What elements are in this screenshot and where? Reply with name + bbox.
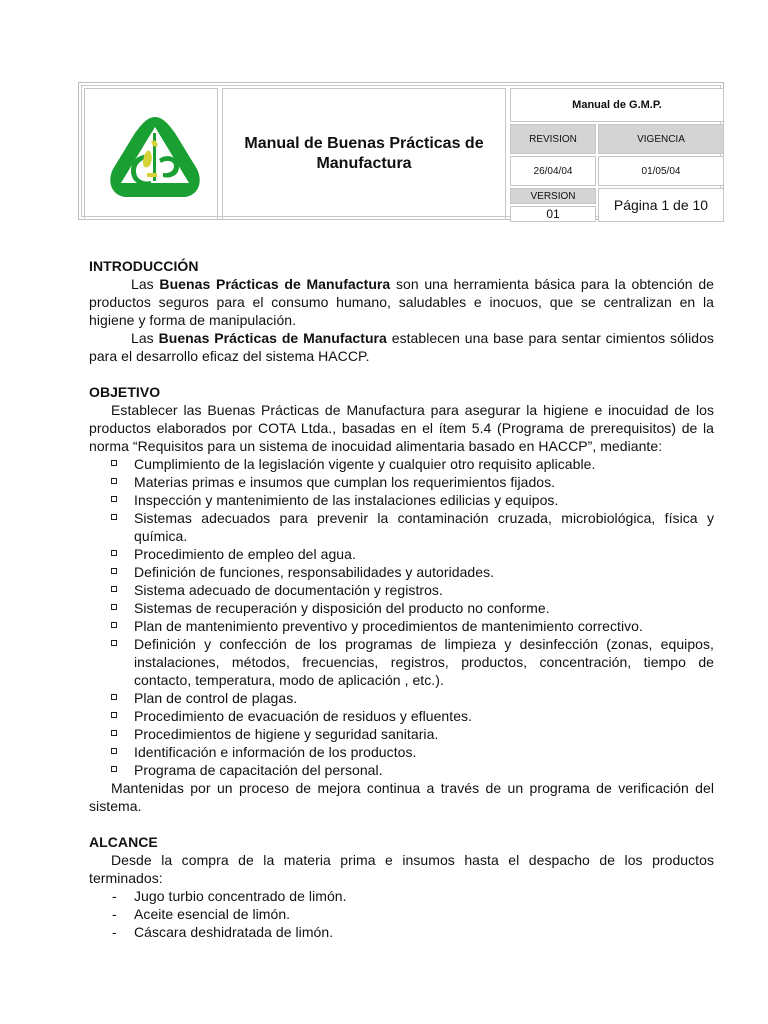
version-header: VERSION (510, 188, 596, 204)
list-item: Plan de control de plagas. (89, 689, 714, 707)
list-item: Sistema adecuado de documentación y registros. (89, 581, 714, 599)
square-bullet-icon (111, 586, 117, 592)
meta-block (510, 88, 724, 220)
revision-header: REVISION (510, 124, 596, 154)
list-item: Procedimientos de higiene y seguridad sanitaria. (89, 725, 714, 743)
intro-p1-text: Las (131, 276, 160, 292)
intro-paragraph-2 (89, 329, 714, 365)
square-bullet-icon (111, 694, 117, 700)
objetivo-intro: Establecer las Buenas Prácticas de Manufactura para asegurar la higiene e inocuidad de los productos elaborados por COTA Ltda., basadas en el ítem 5.4 (Programa de prerequisitos) de la norma “Requisitos para un sistema de inocuidad alimentaria basado en HACCP”, mediante: (89, 402, 714, 454)
vigencia-header: VIGENCIA (598, 124, 724, 154)
square-bullet-icon (111, 460, 117, 466)
square-bullet-icon (111, 712, 117, 718)
list-item: Sistemas adecuados para prevenir la contaminación cruzada, microbiológica, física y química. (89, 509, 714, 545)
list-item: Identificación e información de los productos. (89, 743, 714, 761)
intro-paragraph-1 (89, 275, 714, 329)
square-bullet-icon (111, 604, 117, 610)
document-title: Manual de Buenas Prácticas de Manufactura (244, 135, 484, 172)
square-bullet-icon (111, 478, 117, 484)
alcance-intro: Desde la compra de la materia prima e insumos hasta el despacho de los productos terminados: (89, 852, 714, 886)
dash-bullet: - (112, 924, 117, 940)
intro-p2-rest: establecen una base para sentar cimientos sólidos para el desarrollo eficaz del sistema HACCP. (89, 330, 714, 364)
list-item: Definición de funciones, responsabilidades y autoridades. (89, 563, 714, 581)
intro-heading: INTRODUCCIÓN (89, 258, 199, 274)
alcance-heading: ALCANCE (89, 834, 158, 850)
list-item: Cumplimiento de la legislación vigente y cualquier otro requisito aplicable. (89, 455, 714, 473)
title-cell (222, 88, 506, 220)
square-bullet-icon (111, 640, 117, 646)
list-item: Procedimiento de empleo del agua. (89, 545, 714, 563)
list-item: - Cáscara deshidratada de limón. (112, 924, 334, 940)
company-logo (107, 113, 203, 201)
square-bullet-icon (111, 496, 117, 502)
document-body (89, 257, 714, 941)
intro-p2-text: Las (131, 330, 159, 346)
alcance-list (89, 887, 714, 941)
manual-label: Manual de G.M.P. (510, 88, 724, 122)
square-bullet-icon (111, 766, 117, 772)
header-frame (81, 85, 721, 221)
intro-p1-rest: son una herramienta básica para la obtención de productos seguros para el consumo humano, saludables e inocuos, que se centralizan en la higiene y forma de manipulación. (89, 276, 714, 328)
square-bullet-icon (111, 622, 117, 628)
list-item: Procedimiento de evacuación de residuos y efluentes. (89, 707, 714, 725)
dash-bullet: - (112, 888, 117, 904)
list-item: Sistemas de recuperación y disposición del producto no conforme. (89, 599, 714, 617)
list-item: Plan de mantenimiento preventivo y procedimientos de mantenimiento correctivo. (89, 617, 714, 635)
list-item: Materias primas e insumos que cumplan los requerimientos fijados. (89, 473, 714, 491)
intro-p2-bold: Buenas Prácticas de Manufactura (158, 330, 387, 346)
page-indicator: Página 1 de 10 (598, 188, 724, 222)
revision-value: 26/04/04 (510, 156, 596, 186)
objetivo-closing: Mantenidas por un proceso de mejora continua a través de un programa de verificación del sistema. (89, 780, 714, 814)
square-bullet-icon (111, 514, 117, 520)
square-bullet-icon (111, 568, 117, 574)
list-item: Inspección y mantenimiento de las instalaciones edilicias y equipos. (89, 491, 714, 509)
list-item: - Aceite esencial de limón. (112, 906, 291, 922)
version-value: 01 (510, 206, 596, 222)
intro-p1-bold: Buenas Prácticas de Manufactura (159, 276, 391, 292)
document-header (78, 82, 724, 220)
logo-cell (84, 88, 218, 220)
vigencia-value: 01/05/04 (598, 156, 724, 186)
square-bullet-icon (111, 748, 117, 754)
square-bullet-icon (111, 730, 117, 736)
list-item: - Jugo turbio concentrado de limón. (112, 888, 347, 904)
list-item: Programa de capacitación del personal. (89, 761, 714, 779)
objetivo-heading: OBJETIVO (89, 384, 161, 400)
list-item: Definición y confección de los programas de limpieza y desinfección (zonas, equipos, instalaciones, métodos, frecuencias, registros, productos, concentración, tiempo de contacto, temperatura, modo de aplicación , etc.). (89, 635, 714, 689)
objetivo-list (89, 455, 714, 779)
dash-bullet: - (112, 906, 117, 922)
square-bullet-icon (111, 550, 117, 556)
